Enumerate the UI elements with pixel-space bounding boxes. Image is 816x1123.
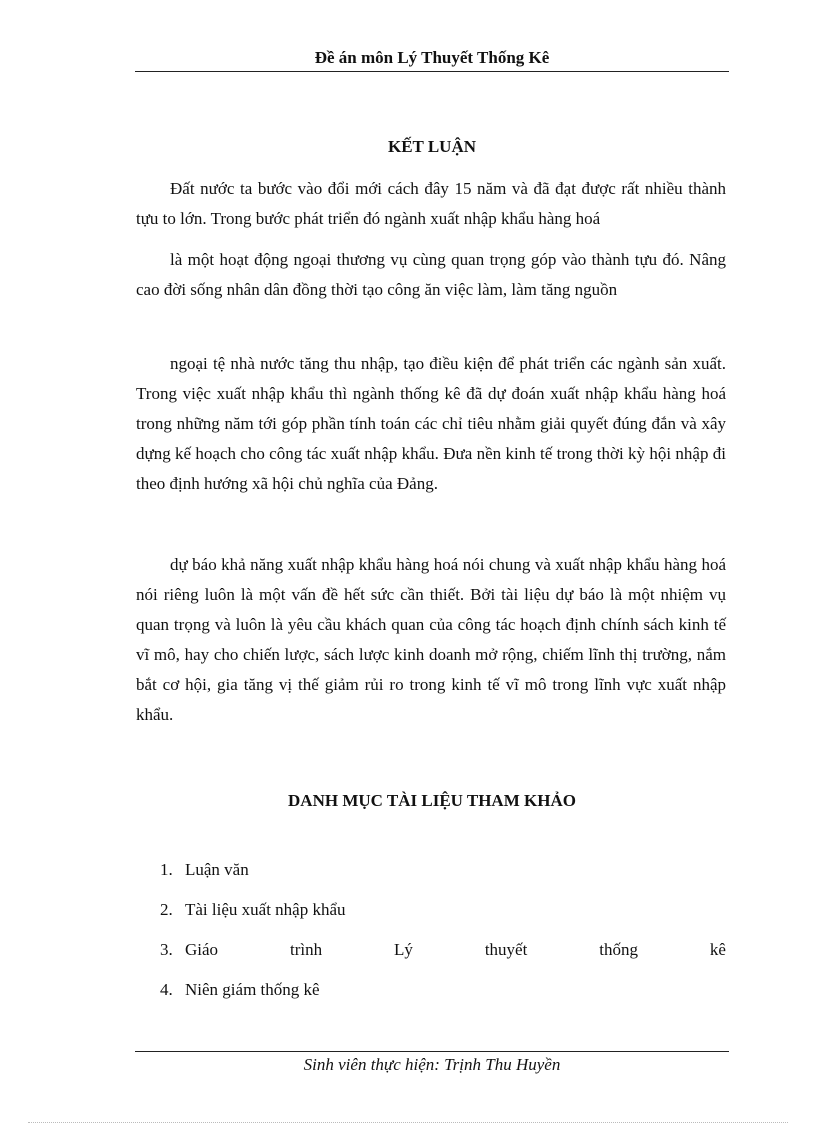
footer-rule [135,1051,729,1052]
reference-text [185,940,726,960]
reference-item [160,980,726,1020]
conclusion-paragraph-3: ngoại tệ nhà nước tăng thu nhập, tạo điều kiện để phát triển các ngành sản xuất. Trong việc xuất nhập khẩu thì ngành thống kê đã dự đoán xuất nhập khẩu hàng hoá trong những năm tới góp phần tính toán các chỉ tiêu nhằm giải quyết đúng đắn và xây dựng kế hoạch cho công tác xuất nhập khẩu. Đưa nền kinh tế trong thời kỳ hội nhập đi theo định hướng xã hội chủ nghĩa của Đảng. [136,354,726,493]
reference-item [160,940,726,980]
reference-number: 3. [160,940,173,959]
reference-word: Giáo [185,940,219,959]
conclusion-paragraph-1: Đất nước ta bước vào đổi mới cách đây 15 năm và đã đạt được rất nhiều thành tựu to lớn. Trong bước phát triển đó ngành xuất nhập khẩu hàng hoá [136,179,726,228]
reference-text: Luận văn [185,860,249,879]
reference-text: Tài liệu xuất nhập khẩu [185,900,346,919]
reference-text: Niên giám thống kê [185,980,320,999]
reference-word: Lý [394,940,413,959]
conclusion-paragraph-4: dự báo khả năng xuất nhập khẩu hàng hoá nói chung và xuất nhập khẩu hàng hoá nói riêng luôn là một vấn đề hết sức cần thiết. Bởi tài liệu dự báo là một nhiệm vụ quan trọng và luôn là yêu cầu khách quan của công tác hoạch định chính sách kinh tế vĩ mô, hay cho chiến lược, sách lược kinh doanh mở rộng, chiếm lĩnh thị trường, nắm bắt cơ hội, gia tăng vị thế giảm rủi ro trong kinh tế vĩ mô trong lĩnh vực xuất nhập khẩu. [136,555,726,724]
reference-word: thống [599,940,638,959]
footer-author: Sinh viên thực hiện: Trịnh Thu Huyền [303,1055,561,1074]
conclusion-heading: KẾT LUẬN [387,137,476,156]
reference-word: kê [709,940,726,959]
reference-item [160,860,726,900]
reference-number: 4. [160,980,173,999]
references-heading: DANH MỤC TÀI LIỆU THAM KHẢO [288,791,576,810]
reference-item [160,900,726,940]
references-list [160,860,726,1020]
reference-word: thuyết [484,940,528,959]
reference-number: 1. [160,860,173,879]
reference-number: 2. [160,900,173,919]
header-rule [135,71,729,72]
conclusion-paragraph-2: là một hoạt động ngoại thương vụ cùng quan trọng góp vào thành tựu đó. Nâng cao đời sống nhân dân đồng thời tạo công ăn việc làm, làm tăng nguồn [136,250,726,299]
page-header-title: Đề án môn Lý Thuyết Thống Kê [314,48,550,67]
reference-word: trình [289,940,323,959]
